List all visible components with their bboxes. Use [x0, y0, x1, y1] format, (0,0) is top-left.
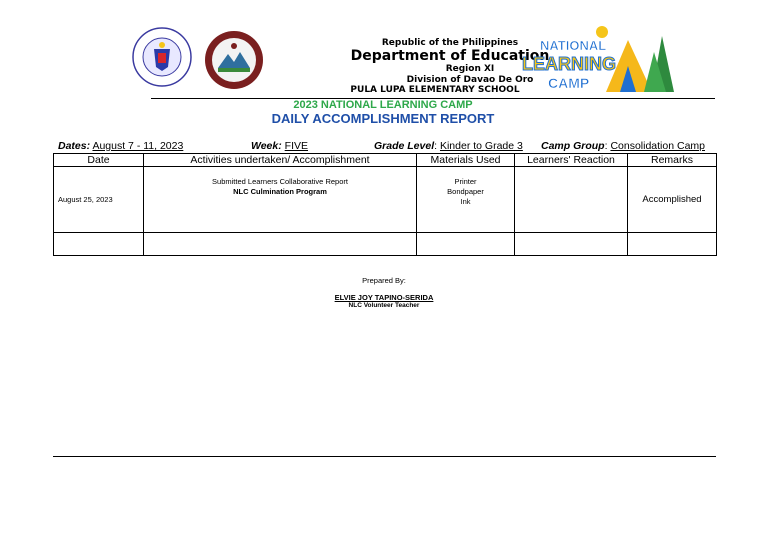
- grade-label: Grade Level: [374, 140, 435, 152]
- activity-line: Submitted Learners Collaborative Report: [212, 177, 348, 186]
- prepared-by-label: Prepared By:: [362, 276, 406, 285]
- empty-cell: [628, 233, 717, 256]
- header-remarks: Remarks: [628, 154, 717, 167]
- cell-date: August 25, 2023: [54, 167, 144, 233]
- header-activities: Activities undertaken/ Accomplishment: [144, 154, 417, 167]
- department-text: Department of Education: [350, 48, 550, 64]
- dates-label: Dates:: [58, 140, 91, 152]
- region-text: Region XI: [445, 64, 495, 74]
- group-label: Camp Group: [541, 140, 605, 152]
- report-title: DAILY ACCOMPLISHMENT REPORT: [271, 111, 495, 126]
- cell-reaction: [515, 167, 628, 233]
- division-text: Division of Davao De Oro: [406, 75, 534, 85]
- week-value: FIVE: [284, 140, 309, 152]
- nlc-logo-line3: CAMP: [548, 75, 590, 91]
- nlc-logo-line1: NATIONAL: [540, 38, 607, 53]
- nlc-logo: [520, 22, 674, 94]
- republic-text: Republic of the Philippines: [381, 38, 519, 48]
- material-item: Bondpaper: [447, 187, 484, 196]
- cell-materials: [417, 167, 515, 233]
- accomplishment-table: [53, 153, 717, 256]
- group-value: Consolidation Camp: [610, 140, 705, 152]
- table-row: [54, 167, 717, 233]
- table-row-empty: [54, 233, 717, 256]
- material-item: Ink: [460, 197, 471, 206]
- table-header-row: [54, 154, 717, 167]
- activity-line-bold: NLC Culmination Program: [233, 187, 327, 196]
- week-field: [251, 140, 308, 152]
- deped-seal-logo: [132, 27, 192, 87]
- dates-value: August 7 - 11, 2023: [92, 140, 184, 152]
- teacher-role: NLC Volunteer Teacher: [348, 302, 420, 309]
- empty-cell: [144, 233, 417, 256]
- header-date: Date: [54, 154, 144, 167]
- cell-activities: [144, 167, 417, 233]
- grade-value: Kinder to Grade 3: [439, 140, 523, 152]
- cell-remarks: Accomplished: [628, 167, 717, 233]
- dates-field: [58, 140, 183, 152]
- material-item: Printer: [454, 177, 477, 186]
- footer-divider: [53, 456, 716, 457]
- nlc-logo-line2: LEARNING: [522, 54, 616, 74]
- camp-title: 2023 NATIONAL LEARNING CAMP: [293, 99, 473, 111]
- school-name: PULA LUPA ELEMENTARY SCHOOL: [350, 85, 520, 95]
- empty-cell: [515, 233, 628, 256]
- school-seal-logo: [204, 30, 264, 90]
- group-field: Camp Group: Consolidation Camp: [541, 140, 705, 152]
- header-reaction: Learners' Reaction: [515, 154, 628, 167]
- empty-cell: [417, 233, 515, 256]
- empty-cell: [54, 233, 144, 256]
- header-materials: Materials Used: [417, 154, 515, 167]
- week-label: Week:: [251, 140, 282, 152]
- grade-field: Grade Level: Kinder to Grade 3: [374, 140, 523, 152]
- teacher-name: ELVIE JOY TAPINO-SERIDA: [334, 293, 434, 302]
